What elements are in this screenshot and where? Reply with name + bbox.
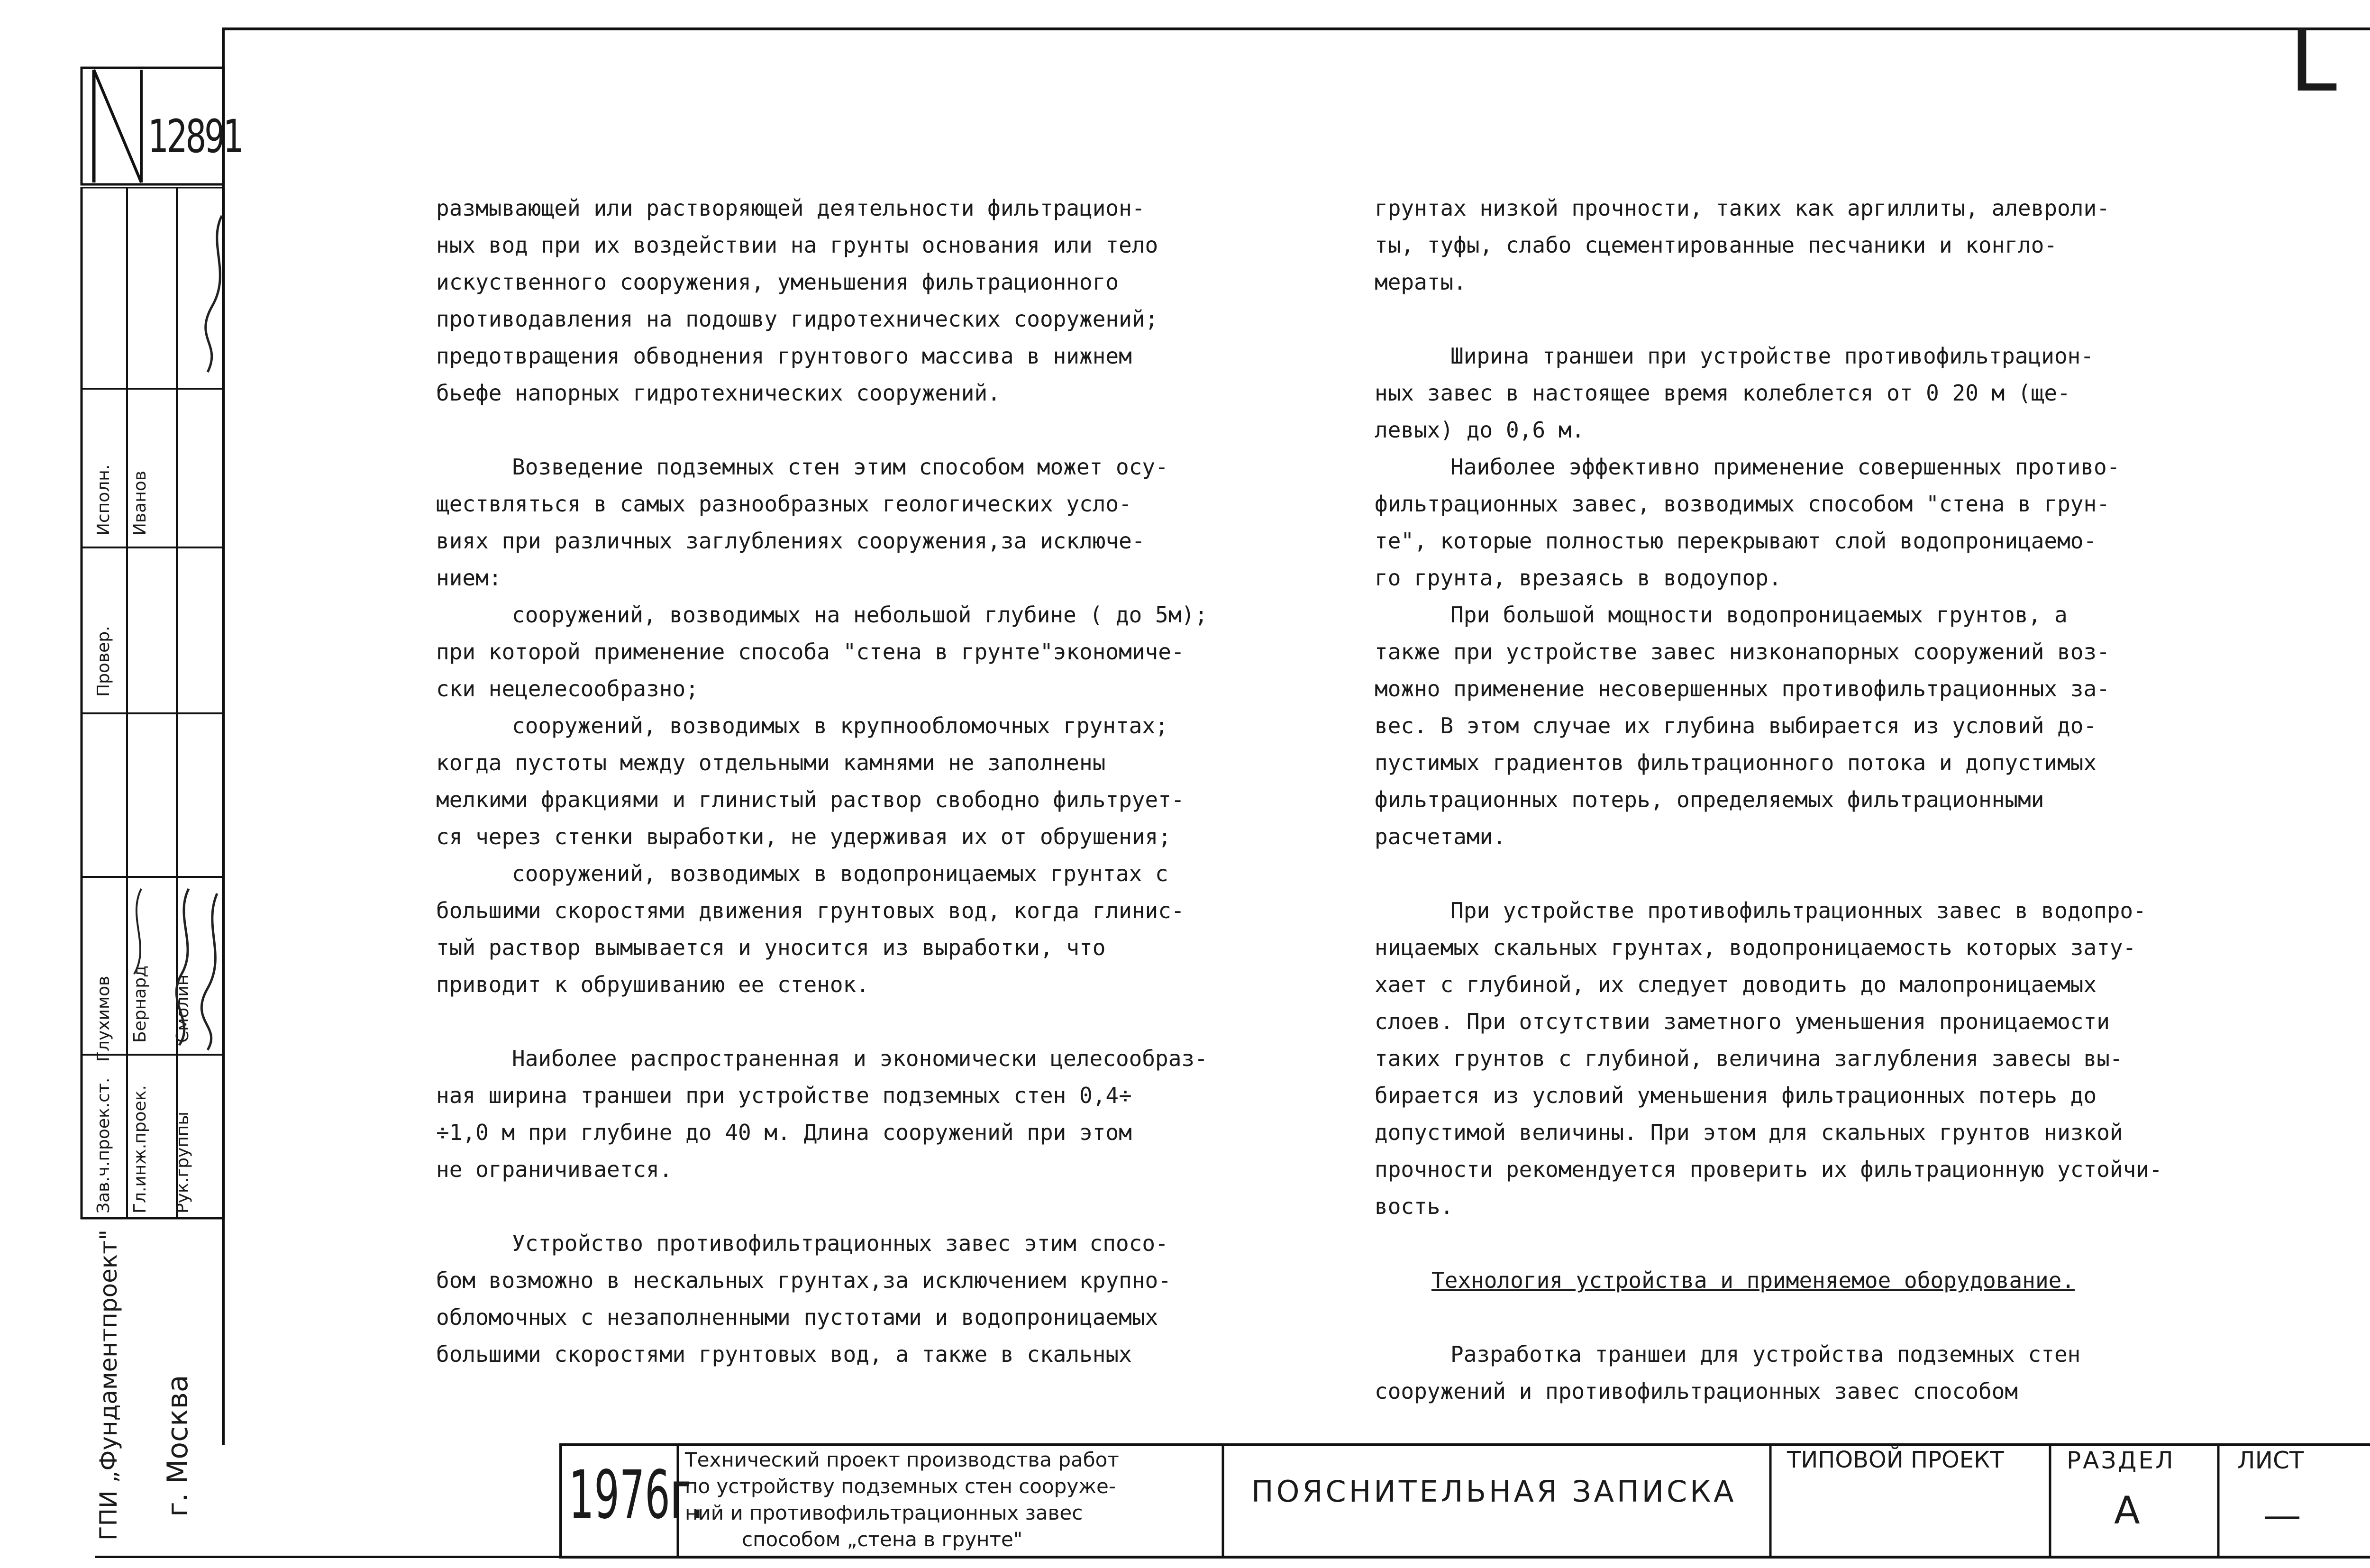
text-line: приводит к обрушиванию ее стенок. — [436, 972, 869, 997]
text-line: мелкими фракциями и глинистый раствор свободно фильтрует- — [436, 787, 1185, 812]
text-line: при которой применение способа "стена в грунте"экономиче- — [436, 639, 1185, 665]
project-line-3: ний и противофильтрационных завес — [685, 1501, 1083, 1524]
text-line: сооружений, возводимых в водопроницаемых грунтах с — [512, 861, 1168, 886]
text-line: го грунта, врезаясь в водоупор. — [1375, 565, 1782, 591]
sidebar-name-3: Смолин — [173, 974, 192, 1043]
text-line: вес. В этом случае их глубина выбирается из условий до- — [1375, 713, 2097, 738]
sidebar-role-1: Зав.ч.проек.ст. — [94, 1077, 113, 1213]
sidebar-role-2: Гл.инж.проек. — [130, 1085, 150, 1213]
project-description — [685, 1447, 1119, 1553]
corner-mark: L — [2289, 12, 2337, 111]
sheet-value: — — [2263, 1493, 2301, 1537]
text-line: ся через стенки выработки, не удерживая их от обрушения; — [436, 824, 1171, 849]
title-year: 1976г. — [569, 1457, 704, 1534]
text-line: прочности рекомендуется проверить их фильтрационную устойчи- — [1375, 1157, 2162, 1182]
text-line: расчетами. — [1375, 824, 1506, 849]
text-line: бьефе напорных гидротехнических сооружений. — [436, 380, 1001, 406]
frame-top-line — [223, 27, 2370, 30]
text-line: таких грунтов с глубиной, величина заглубления завесы вы- — [1375, 1046, 2123, 1071]
text-line: При большой мощности водопроницаемых грунтов, а — [1450, 602, 2068, 628]
section-heading: Технология устройства и применяемое оборудование. — [1431, 1267, 2075, 1293]
spacer — [1375, 1299, 2162, 1336]
text-line: ÷1,0 м при глубине до 40 м. Длина сооружений при этом — [436, 1120, 1132, 1145]
text-line: сооружений и противофильтрационных завес способом — [1375, 1378, 2018, 1404]
spacer — [1375, 1225, 2162, 1262]
text-line: обломочных с незаполненными пустотами и водопроницаемых — [436, 1304, 1158, 1330]
text-line: грунтах низкой прочности, таких как аргиллиты, алевроли- — [1375, 195, 2110, 221]
sidebar-name-2: Бернард — [130, 965, 150, 1043]
text-line: ты, туфы, слабо сцементированные песчаники и конгло- — [1375, 232, 2058, 258]
text-line: размывающей или растворяющей деятельности фильтрацион- — [436, 195, 1145, 221]
text-line: предотвращения обводнения грунтового массива в нижнем — [436, 343, 1132, 369]
right-text-column — [1375, 190, 2162, 1410]
text-line: ная ширина траншеи при устройстве подземных стен 0,4÷ — [436, 1083, 1132, 1108]
text-line: При устройстве противофильтрационных завес в водопро- — [1450, 898, 2146, 923]
text-line: ски нецелесообразно; — [436, 676, 699, 702]
text-line: Возведение подземных стен этим способом может осу- — [512, 454, 1168, 480]
text-line: противодавления на подошву гидротехнических сооружений; — [436, 306, 1158, 332]
signature-marks — [80, 187, 227, 1230]
sidebar-name-5: Иванов — [130, 471, 150, 536]
text-line: слоев. При отсутствии заметного уменьшения проницаемости — [1375, 1009, 2110, 1034]
text-line: ных вод при их воздействии на грунты основания или тело — [436, 232, 1158, 258]
sidebar-name-1: Глухимов — [94, 975, 113, 1062]
text-line: ных завес в настоящее время колеблется от 0 20 м (ще- — [1375, 380, 2070, 406]
text-line: Разработка траншеи для устройства подземных стен — [1450, 1341, 2081, 1367]
text-line: также при устройстве завес низконапорных сооружений воз- — [1375, 639, 2110, 665]
text-line: Ширина траншеи при устройстве противофильтрацион- — [1450, 343, 2094, 369]
organization-name: ГПИ „Фундаментпроект" — [95, 1229, 122, 1541]
text-line: те", которые полностью перекрывают слой водопроницаемо- — [1375, 528, 2097, 554]
text-line: сооружений, возводимых на небольшой глубине ( до 5м); — [512, 602, 1208, 628]
text-line: сооружений, возводимых в крупнообломочных грунтах; — [512, 713, 1168, 738]
text-line: Наиболее эффективно применение совершенных противо- — [1450, 454, 2120, 480]
text-line: можно применение несовершенных противофильтрационных за- — [1375, 676, 2110, 702]
city-name: г. Москва — [161, 1375, 194, 1517]
sheet-label: ЛИСТ — [2237, 1447, 2304, 1474]
sidebar-role-4: Провер. — [94, 626, 113, 697]
text-line: ществляться в самых разнообразных геологических усло- — [436, 491, 1132, 517]
sidebar-role-5: Исполн. — [94, 464, 113, 536]
text-line: виях при различных заглублениях сооружения,за исключе- — [436, 528, 1145, 554]
text-line: допустимой величины. При этом для скальных грунтов низкой — [1375, 1120, 2123, 1145]
project-line-4: способом „стена в грунте" — [742, 1528, 1023, 1551]
text-line: когда пустоты между отдельными камнями не заполнены — [436, 750, 1106, 775]
text-line: Устройство противофильтрационных завес этим спосо- — [512, 1231, 1168, 1256]
text-line — [436, 1003, 1208, 1040]
text-line: вость. — [1375, 1194, 1454, 1219]
text-line: левых) до 0,6 м. — [1375, 417, 1585, 443]
sheet-number: 12891 — [148, 110, 242, 163]
text-line: большими скоростями движения грунтовых вод, когда глинис- — [436, 898, 1185, 923]
text-line: фильтрационных потерь, определяемых фильтрационными — [1375, 787, 2044, 812]
typical-project-label: ТИПОВОЙ ПРОЕКТ — [1787, 1447, 2004, 1473]
document-title: ПОЯСНИТЕЛЬНАЯ ЗАПИСКА — [1251, 1474, 1737, 1509]
text-line: хает с глубиной, их следует доводить до малопроницаемых — [1375, 972, 2097, 997]
sidebar-role-3: Рук.группы — [173, 1112, 192, 1213]
text-line: бирается из условий уменьшения фильтрационных потерь до — [1375, 1083, 2097, 1108]
text-line: нием: — [436, 565, 502, 591]
left-text-column — [436, 190, 1208, 1373]
text-line: ницаемых скальных грунтах, водопроницаемость которых зату- — [1375, 935, 2136, 960]
text-line — [436, 1188, 1208, 1225]
project-line-2: по устройству подземных стен сооруже- — [685, 1475, 1116, 1498]
text-line: пустимых градиентов фильтрационного потока и допустимых — [1375, 750, 2097, 775]
text-line: тый раствор вымывается и уносится из выработки, что — [436, 935, 1106, 960]
text-line: фильтрационных завес, возводимых способом "стена в грун- — [1375, 491, 2110, 517]
text-line — [1375, 855, 2162, 892]
text-line: бом возможно в нескальных грунтах,за исключением крупно- — [436, 1267, 1171, 1293]
text-line: искуственного сооружения, уменьшения фильтрационного — [436, 269, 1119, 295]
project-line-1: Технический проект производства работ — [685, 1448, 1119, 1471]
text-line: Наиболее распространенная и экономически целесообраз- — [512, 1046, 1208, 1071]
section-label: РАЗДЕЛ — [2067, 1447, 2175, 1474]
text-line: большими скоростями грунтовых вод, а также в скальных — [436, 1341, 1132, 1367]
text-line: не ограничивается. — [436, 1157, 673, 1182]
text-line: мераты. — [1375, 269, 1467, 295]
section-value: А — [2114, 1488, 2140, 1532]
text-line — [1375, 301, 2162, 337]
text-line — [436, 411, 1208, 448]
